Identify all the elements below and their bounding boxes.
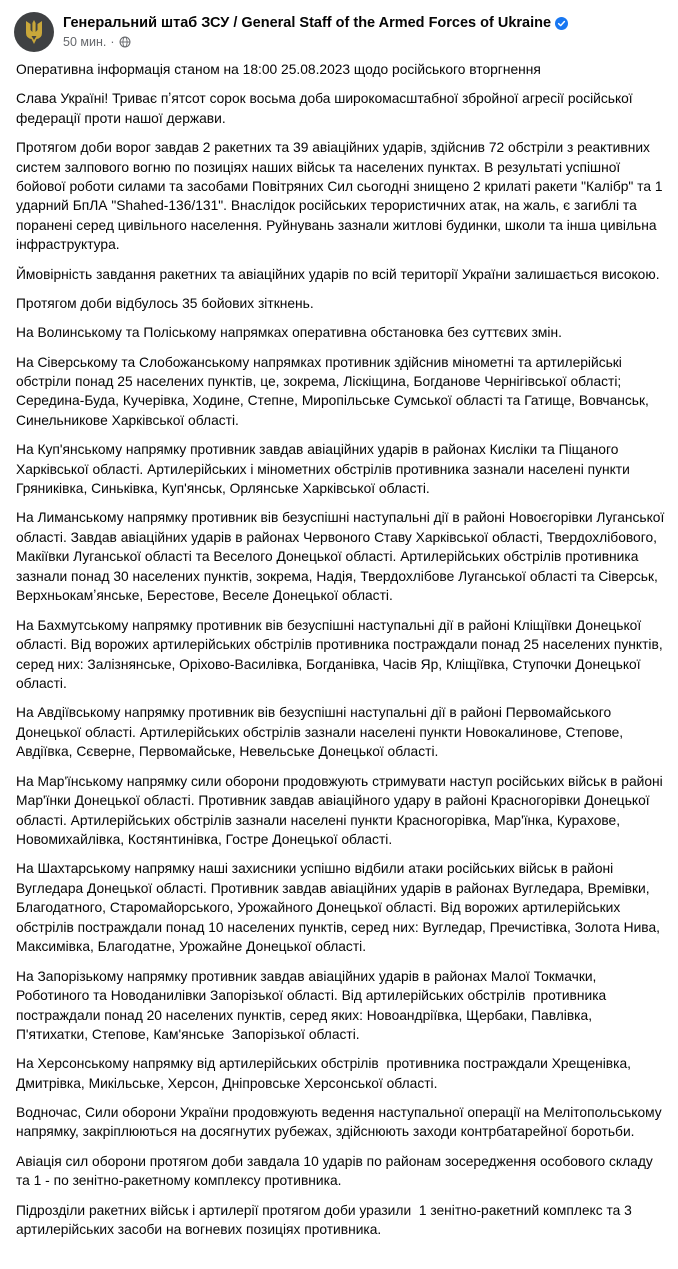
post-paragraph: Підрозділи ракетних військ і артилерії протягом доби уразили 1 зенітно-ракетний комплекс та 3 артилерійських засоби на вогневих позиціях противника. <box>16 1202 636 1237</box>
post-paragraph: Водночас, Сили оборони України продовжують ведення наступальної операції на Мелітопольському напрямку, закріплюються на досягнутих рубежах, здійснюють заходи контрбатарейної боротьби. <box>16 1105 666 1140</box>
verified-badge-icon <box>555 17 568 30</box>
post-paragraph: Слава Україні! Триває пʼятсот сорок восьма доба широкомасштабної збройної агресії російської федерації проти нашої держави. <box>16 91 637 126</box>
trident-avatar-icon <box>23 19 45 45</box>
post-paragraph: На Волинському та Поліському напрямках оперативна обстановка без суттєвих змін. <box>16 325 562 341</box>
post-paragraph: Авіація сил оборони протягом доби завдала 10 ударів по районам зосередження особового складу та 1 - по зенітно-ракетному комплексу противника. <box>16 1153 657 1189</box>
post-paragraph: Оперативна інформація станом на 18:00 25.08.2023 щодо російського вторгнення <box>16 62 541 77</box>
post-paragraph: На Куп'янському напрямку противник завдав авіаційних ударів в районах Кисліки та Піщаного Харківської області. Артилерійських і мінометних обстрілів противника зазнали населені пункти Гряниківка, Синьківка, Куп'янськ, Орлянське Харківської області. <box>16 442 634 497</box>
post-meta <box>63 14 568 51</box>
author-row <box>63 14 568 33</box>
post-timestamp[interactable]: 50 мин. <box>63 34 107 49</box>
post-paragraph: На Запорізькому напрямку противник завдав авіаційних ударів в районах Малої Токмачки, Роботиного та Новоданилівки Запорізької області. Від артилерійських обстрілів противника постраждали понад 20 населених пунктів, серед яких: Новоандріївка, Щербаки, Павлівка, П'ятихатки, Степове, Кам'янське Запорізької області. <box>16 968 611 1042</box>
post-paragraph: Протягом доби ворог завдав 2 ракетних та 39 авіаційних ударів, здійснив 72 обстріли з реактивних систем залпового вогню по позиціях наших військ та населених пунктах. В результаті успішної бойової роботи силами та засобами Повітряних Сил сьогодні знищено 2 крилаті ракети "Калібр" та 1 ударний БпЛА "Shahed-136/131". Внаслідок російських терористичних атак, на жаль, є загиблі та поранені серед цивільного населення. Руйнувань зазнали житлові будинки, школи та інша цивільна інфраструктура. <box>16 140 667 253</box>
separator-dot: · <box>110 34 115 49</box>
post-paragraph: На Шахтарському напрямку наші захисники успішно відбили атаки російських військ в районі Вугледара Донецької області. Противник завдав авіаційних ударів в районах Вугледара, Времівки, Благодатного, Старомайорського, Урожайного Донецької області. Від ворожих артилерійських обстрілів постраждали понад 10 населених пунктів, серед них: Вугледар, Пречистівка, Золота Нива, Максимівка, Благодатне, Урожайне Донецької області. <box>16 861 664 955</box>
post-body <box>16 60 669 1249</box>
post-paragraph: На Лиманському напрямку противник вів безуспішні наступальні дії в районі Новоєгорівки Луганської області. Завдав авіаційних ударів в районах Червоного Ставу Харківської області, Твердохлібового, Макіївки Луганської області та Веселого Донецької області. Артилерійських обстрілів противника зазнали понад 30 населених пунктів, зокрема, Надія, Твердохлібове Луганської області та Сіверськ, Верхньокамʼянське, Берестове, Веселе Донецької області. <box>16 510 669 604</box>
post-paragraph: На Херсонському напрямку від артилерійських обстрілів противника постраждали Хрещенівка, Дмитрівка, Микільське, Херсон, Дніпровське Херсонської області. <box>16 1056 635 1091</box>
author-name[interactable]: Генеральний штаб ЗСУ / General Staff of the Armed Forces of Ukraine <box>63 14 552 31</box>
post-paragraph: На Бахмутському напрямку противник вів безуспішні наступальні дії в районі Кліщіївки Донецької області. Від ворожих артилерійських обстрілів противника постраждали понад 25 населених пунктів, серед них: Залізнянське, Оріхово-Василівка, Богданівка, Часів Яр, Кліщіївка, Ступочки Донецької області. <box>16 617 667 692</box>
post-paragraph: Ймовірність завдання ракетних та авіаційних ударів по всій території України залишається високою. <box>16 266 660 282</box>
post-paragraph: На Мар'їнському напрямку сили оборони продовжують стримувати наступ російських військ в районі Мар'їнки Донецької області. Противник завдав авіаційного удару в районі Красногорівки Донецької області. Артилерійських обстрілів зазнали населені пункти Красногорівка, Мар'їнка, Курахове, Новомихайлівка, Костянтинівка, Гостре Донецької області. <box>16 773 667 848</box>
globe-icon <box>119 36 131 48</box>
post-header <box>14 10 568 54</box>
post-paragraph: Протягом доби відбулось 35 бойових зіткнень. <box>16 295 314 311</box>
time-row <box>63 34 568 51</box>
post-paragraph: На Авдіївському напрямку противник вів безуспішні наступальні дії в районі Первомайського Донецької області. Артилерійських обстрілів зазнали населені пункти Новокалинове, Степове, Авдіївка, Сєверне, Первомайське, Невельське Донецької області. <box>16 705 627 760</box>
page-avatar[interactable] <box>14 12 54 52</box>
post-paragraph: На Сіверському та Слобожанському напрямках противник здійснив мінометні та артилерійські обстріли понад 25 населених пунктів, це, зокрема, Ліскіщина, Богданове Чернігівської області; Середина-Буда, Кучерівка, Ходине, Степне, Миропільське Сумської області та Гатище, Вовчанськ, Синельникове Харківської області. <box>16 354 653 428</box>
